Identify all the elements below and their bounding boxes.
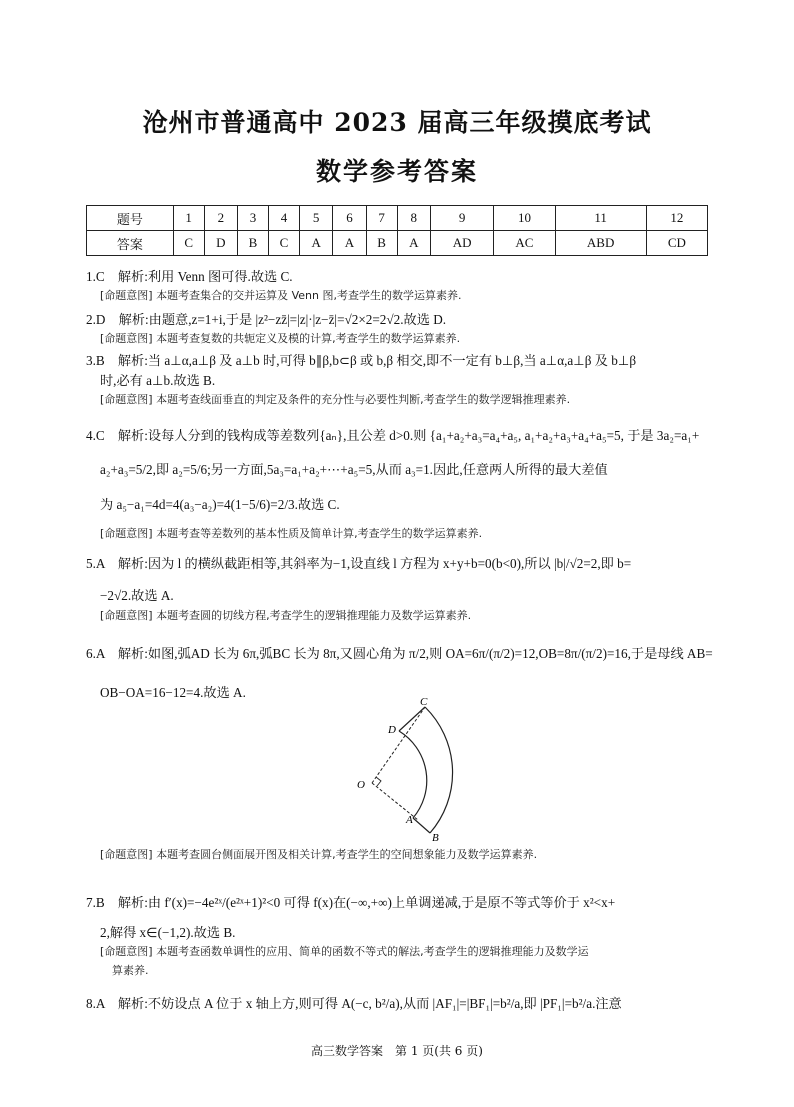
table-cell: D: [204, 231, 237, 256]
solution-line: 3.B 解析:当 a⊥α,a⊥β 及 a⊥b 时,可得 b∥β,b⊂β 或 b,β 相交,即不一定有 b⊥β,当 a⊥α,a⊥β 及 b⊥β: [86, 353, 637, 368]
intent-line: [命题意图] 本题考查圆的切线方程,考查学生的逻辑推理能力及数学运算素养.: [100, 609, 472, 622]
table-cell: CD: [646, 231, 707, 256]
answer-table: [86, 205, 708, 256]
solution-line: a₂+a₃=5/2,即 a₂=5/6;另一方面,5a₃=a₁+a₂+⋯+a₅=5,从而 a₃=1.因此,任意两人所得的最大差值: [100, 462, 608, 477]
table-cell: 6: [333, 206, 366, 231]
solution-line: 7.B 解析:由 f′(x)=−4e²ˣ/(e²ˣ+1)²<0 可得 f(x)在(−∞,+∞)上单调递减,于是原不等式等价于 x²<x+: [86, 895, 616, 910]
table-cell: 5: [300, 206, 333, 231]
solution-line: 2,解得 x∈(−1,2).故选 B.: [100, 925, 236, 940]
answer-table-header-row: [87, 206, 708, 231]
label-c: C: [420, 696, 428, 708]
table-cell: B: [366, 231, 397, 256]
solution-line: 4.C 解析:设每人分到的钱构成等差数列{aₙ},且公差 d>0.则 {a₁+a₂+a₃=a₄+a₅, a₁+a₂+a₃+a₄+a₅=5, 于是 3a₂=a₁+: [86, 428, 700, 443]
table-cell: A: [333, 231, 366, 256]
solution-line: −2√2.故选 A.: [100, 588, 174, 603]
solution-line: 1.C 解析:利用 Venn 图可得.故选 C.: [86, 269, 293, 284]
table-cell: B: [237, 231, 268, 256]
intent-line: [命题意图] 本题考查线面垂直的判定及条件的充分性与必要性判断,考查学生的数学逻辑推理素养.: [100, 393, 571, 406]
table-cell: 题号: [87, 206, 174, 231]
intent-line: [命题意图] 本题考查复数的共轭定义及模的计算,考查学生的数学运算素养.: [100, 332, 461, 345]
intent-line: [命题意图] 本题考查等差数列的基本性质及简单计算,考查学生的数学运算素养.: [100, 527, 483, 540]
solution-line: 8.A 解析:不妨设点 A 位于 x 轴上方,则可得 A(−c, b²/a),从而 |AF₁|=|BF₁|=b²/a,即 |PF₁|=b²/a.注意: [86, 996, 622, 1011]
table-cell: AD: [430, 231, 493, 256]
answer-title: 数学参考答案: [315, 157, 478, 186]
table-cell: 11: [555, 206, 646, 231]
intent-line: [命题意图] 本题考查函数单调性的应用、简单的函数不等式的解法,考查学生的逻辑推理能力及数学运: [100, 945, 589, 958]
page-footer: 高三数学答案 第 1 页(共 6 页): [311, 1044, 483, 1058]
solution-line: 时,必有 a⊥b.故选 B.: [100, 373, 216, 388]
intent-line: [命题意图] 本题考查集合的交并运算及 Venn 图,考查学生的数学运算素养.: [100, 289, 462, 302]
table-cell: 10: [494, 206, 555, 231]
table-cell: C: [268, 231, 299, 256]
label-d: D: [388, 724, 396, 736]
label-a: A: [406, 814, 413, 826]
table-cell: 2: [204, 206, 237, 231]
table-cell: C: [173, 231, 204, 256]
solution-line: OB−OA=16−12=4.故选 A.: [100, 685, 246, 700]
solution-line: 2.D 解析:由题意,z=1+i,于是 |z²−zz̄|=|z|·|z−z̄|=√2×2=2√2.故选 D.: [86, 312, 447, 327]
exam-title: 沧州市普通高中 2023 届高三年级摸底考试: [142, 108, 652, 137]
table-cell: 4: [268, 206, 299, 231]
label-o: O: [357, 779, 365, 791]
table-cell: 答案: [87, 231, 174, 256]
table-cell: 7: [366, 206, 397, 231]
table-cell: A: [397, 231, 430, 256]
table-cell: A: [300, 231, 333, 256]
table-cell: 9: [430, 206, 493, 231]
table-cell: AC: [494, 231, 555, 256]
solution-line: 6.A 解析:如图,弧AD 长为 6π,弧BC 长为 8π,又圆心角为 π/2,则 OA=6π/(π/2)=12,OB=8π/(π/2)=16,于是母线 AB=: [86, 646, 713, 661]
table-cell: ABD: [555, 231, 646, 256]
table-cell: 3: [237, 206, 268, 231]
intent-line: [命题意图] 本题考查圆台侧面展开图及相关计算,考查学生的空间想象能力及数学运算素养.: [100, 848, 538, 861]
intent-line: 算素养.: [112, 964, 149, 977]
solution-line: 5.A 解析:因为 l 的横纵截距相等,其斜率为−1,设直线 l 方程为 x+y+b=0(b<0),所以 |b|/√2=2,即 b=: [86, 556, 632, 571]
table-cell: 12: [646, 206, 707, 231]
label-b: B: [432, 832, 439, 844]
table-cell: 8: [397, 206, 430, 231]
frustum-figure: [350, 695, 490, 845]
answer-table-answer-row: [87, 231, 708, 256]
table-cell: 1: [173, 206, 204, 231]
solution-line: 为 a₅−a₁=4d=4(a₃−a₂)=4(1−5/6)=2/3.故选 C.: [100, 497, 340, 512]
